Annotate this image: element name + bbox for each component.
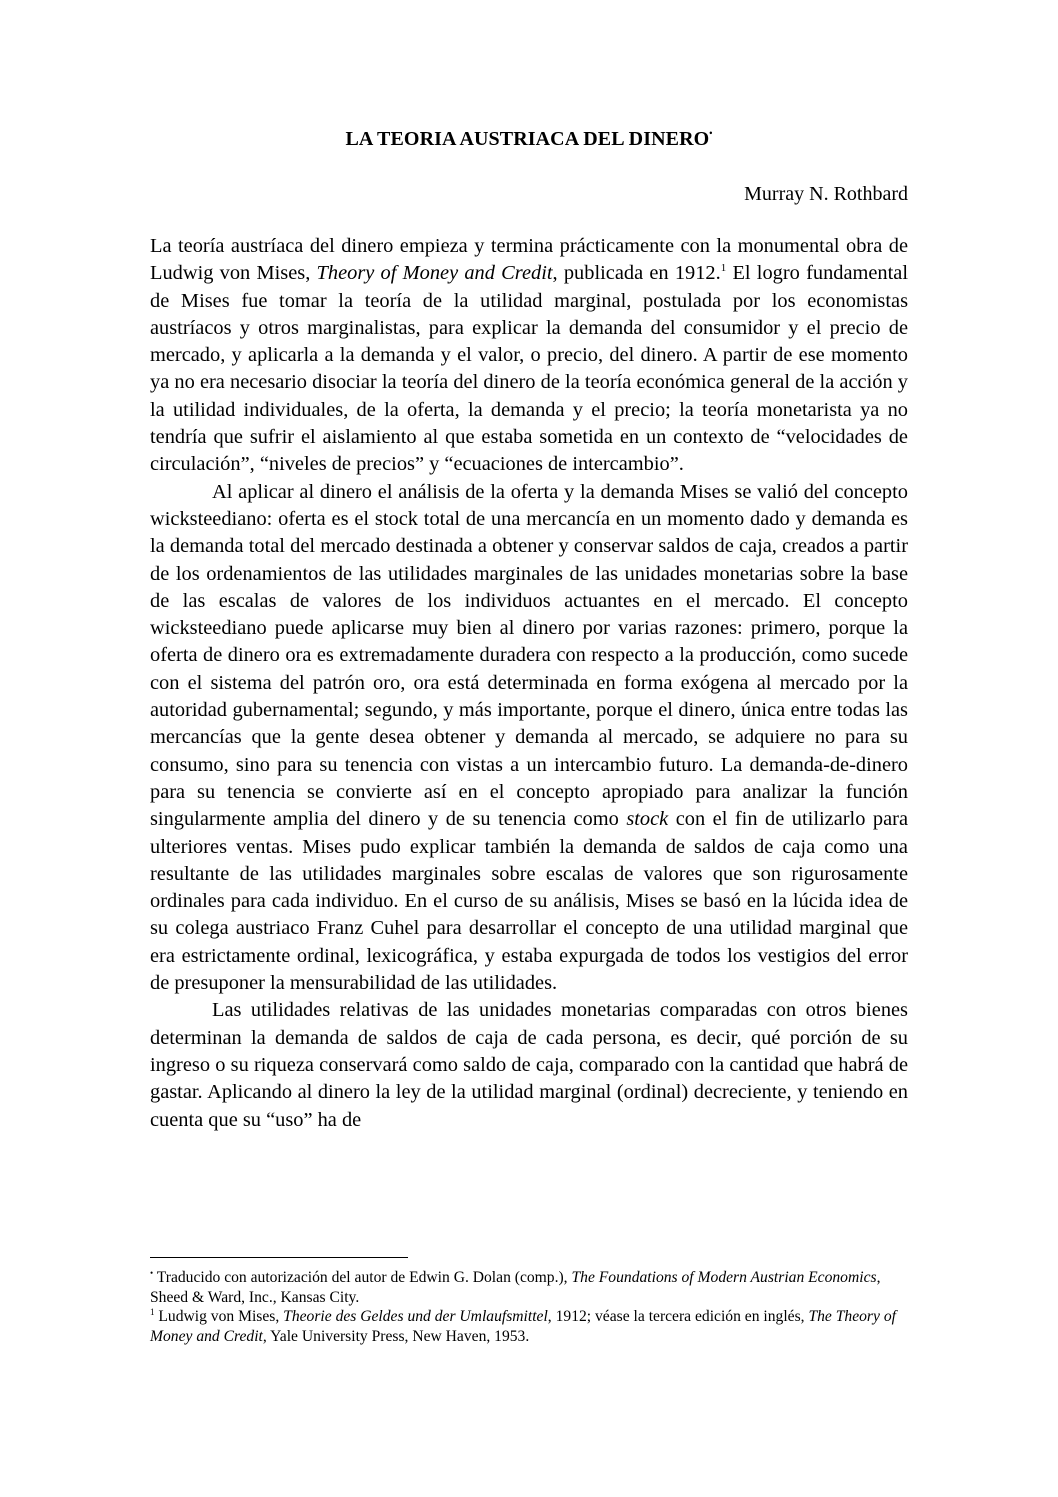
italic-term: stock	[626, 808, 669, 831]
paragraph-text: con el fin de utilizarlo para ulteriores ventas. Mises pudo explicar también la demanda de saldos de caja como una resultante de las utilidades marginales sobre escalas de valores que son rigurosamente ordinales para cada individuo. En el curso de su análisis, Mises se basó en la lúcida idea de su colega austriaco Franz Cuhel para desarrollar el concepto de una utilidad marginal que era estrictamente ordinal, lexicográfica, y estaba expurgada de todos los vestigios del error de presuponer la mensurabilidad de las utilidades.	[150, 808, 908, 995]
footnote-mark: 1	[150, 1307, 155, 1317]
paragraph-text: Las utilidades relativas de las unidades monetarias comparadas con otros bienes determinan la demanda de saldos de caja de cada persona, es decir, qué porción de su ingreso o su riqueza conservará como saldo de caja, comparado con la cantidad que habrá de gastar. Aplicando al dinero la ley de la utilidad marginal (ordinal) decreciente, y teniendo en cuenta que su “uso” ha de	[150, 999, 908, 1131]
footnote-separator	[150, 1257, 408, 1258]
paragraph-1	[150, 233, 908, 479]
footnote-text: , 1912; véase la tercera edición en inglés,	[547, 1308, 809, 1325]
paragraph-text: Al aplicar al dinero el análisis de la oferta y la demanda Mises se valió del concepto wicksteediano: oferta es el stock total de una mercancía en un momento dado y demanda es la demanda total del mercado destinada a obtener y conservar saldos de caja, creados a partir de los ordenamientos de las utilidades marginales de las unidades monetarias sobre la base de las escalas de valores de los individuos actuantes en el mercado. El concepto wicksteediano puede aplicarse muy bien al dinero por varias razones: primero, porque la oferta de dinero ora es extremadamente duradera con respecto a la producción, como sucede con el sistema del patrón oro, ora está determinada en forma exógena al mercado por la autoridad gubernamental; segundo, y más importante, porque el dinero, única entre todas las mercancías que la gente desea obtener y demanda al mercado, se adquiere no para su consumo, sino para su tenencia con vistas a un intercambio futuro. La demanda-de-dinero para su tenencia se convierte así en el concepto apropiado para analizar la función singularmente amplia del dinero y de su tenencia como	[150, 480, 908, 831]
footnotes	[150, 1268, 908, 1346]
title-footnote-mark[interactable]: •	[709, 128, 713, 138]
footnote-italic: Theorie des Geldes und der Umlaufsmittel	[283, 1308, 548, 1325]
paragraph-3	[150, 997, 908, 1133]
footnote-italic: The Theory of Money and Credit	[150, 1308, 896, 1345]
footnote-text: , Sheed & Ward, Inc., Kansas City.	[150, 1269, 881, 1306]
footnote-title	[150, 1268, 908, 1307]
author-name: Murray N. Rothbard	[744, 183, 908, 205]
footnote-text: Traducido con autorización del autor de Edwin G. Dolan (comp.),	[153, 1269, 572, 1286]
footnote-ref-1[interactable]: 1	[720, 262, 727, 275]
paragraph-text: El logro fundamental de Mises fue tomar la teoría de la utilidad marginal, postulada por los economistas austríacos y otros marginalistas, para explicar la demanda del consumidor y el precio de mercado, y aplicarla a la demanda y el valor, o precio, del dinero. A partir de ese momento ya no era necesario disociar la teoría del dinero de la teoría económica general de la acción y la utilidad individuales, de la oferta, la demanda y el precio; la teoría monetarista ya no tendría que sufrir el aislamiento al que estaba sometida en un contexto de “velocidades de circulación”, “niveles de precios” y “ecuaciones de intercambio”.	[150, 262, 908, 476]
paragraph-2	[150, 479, 908, 998]
paragraph-text: , publicada en 1912.	[552, 262, 721, 285]
footnote-text: , Yale University Press, New Haven, 1953.	[262, 1327, 530, 1345]
footnote-text: Ludwig von Mises,	[154, 1308, 284, 1325]
document-title	[150, 128, 908, 151]
footnote-italic: The Foundations of Modern Austrian Economics	[571, 1269, 877, 1286]
footnote-1	[150, 1307, 908, 1346]
title-text: LA TEORIA AUSTRIACA DEL DINERO	[345, 128, 710, 150]
footnote-mark: •	[150, 1268, 154, 1278]
paragraph-text: La teoría austríaca del dinero empieza y termina prácticamente con la monumental obra de Ludwig von Mises,	[150, 235, 908, 285]
body-text	[150, 233, 908, 1134]
book-title-italic: Theory of Money and Credit	[316, 262, 553, 285]
